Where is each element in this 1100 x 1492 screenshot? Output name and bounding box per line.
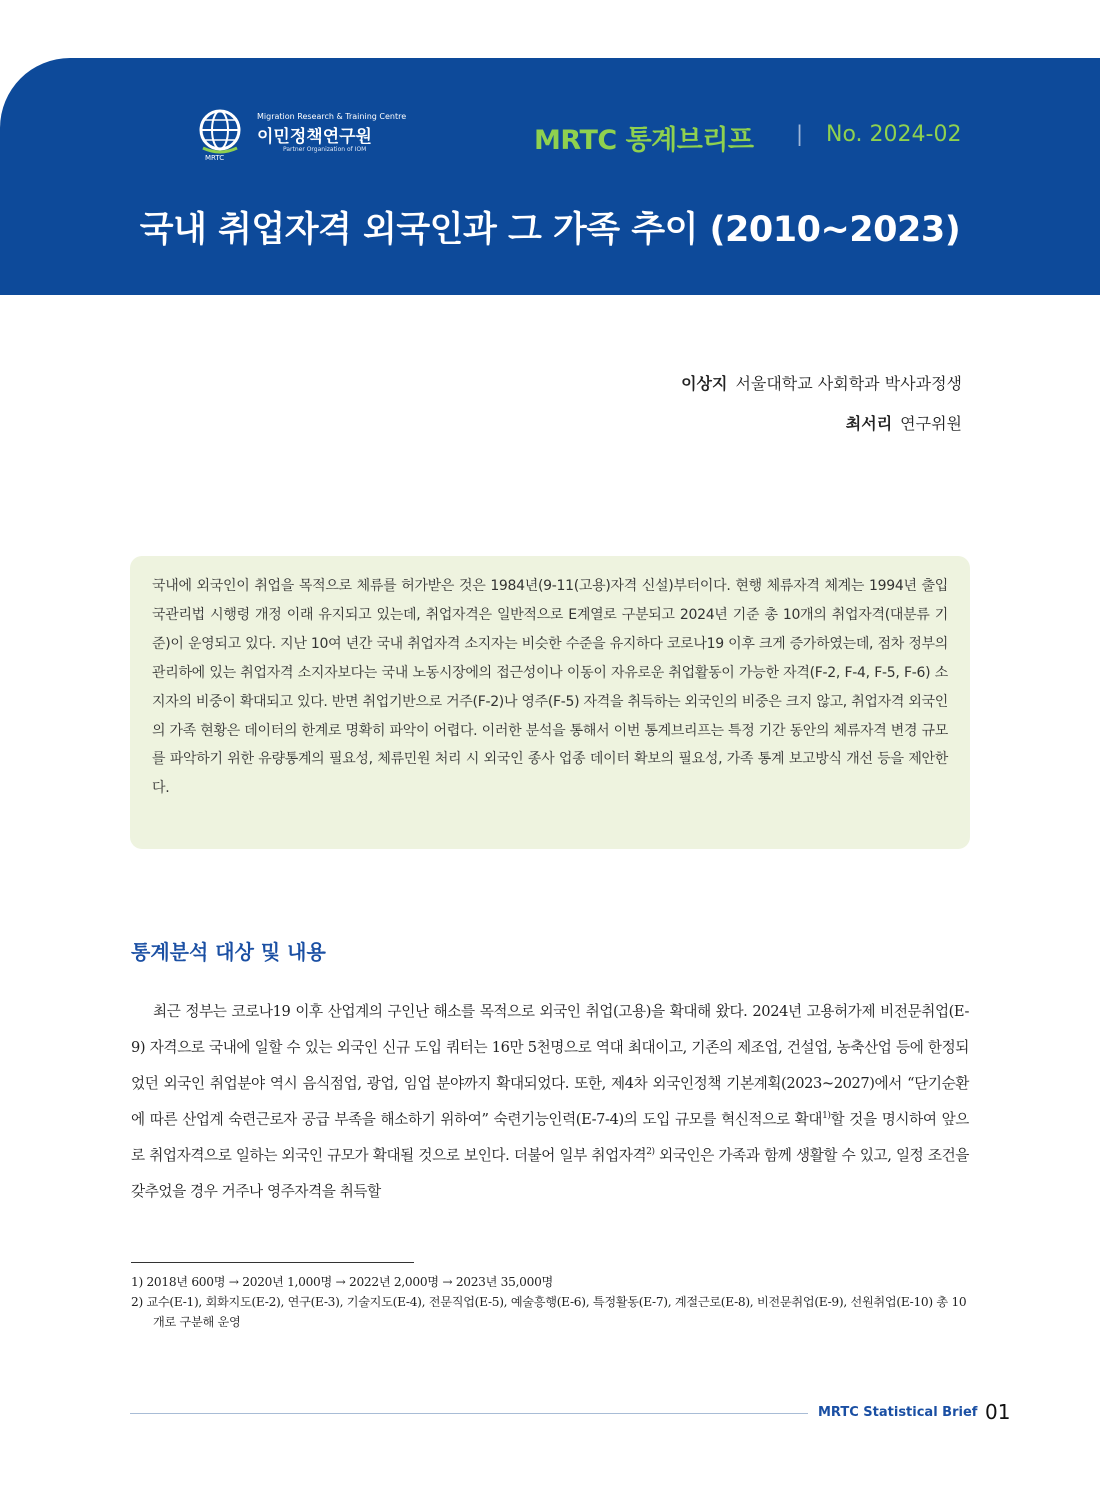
brief-separator: | [796, 122, 804, 146]
footer-divider [130, 1413, 808, 1414]
page-number: 01 [985, 1400, 1011, 1424]
footnote-ref[interactable]: 2) [646, 1147, 655, 1158]
header-banner [0, 58, 1100, 295]
footnotes [131, 1272, 971, 1332]
mrtc-logo [195, 108, 435, 166]
logo-abbreviation: MRTC [205, 154, 225, 162]
footnote-item: 2) 교수(E-1), 회화지도(E-2), 연구(E-3), 기술지도(E-4), 전문직업(E-5), 예술흥행(E-6), 특정활동(E-7), 계절근로(E-8), 비전문취업(E-9), 선원취업(E-10) 총 10개로 구분해 운영 [131, 1295, 967, 1329]
body-text-part: 할 것을 명시하여 앞으로 취업자격으로 일하는 외국인 규모가 확대될 것으로 보인다. 더불어 일부 취업자격 [131, 1111, 969, 1164]
logo-korean-name: 이민정책연구원 [257, 127, 372, 147]
body-paragraph [131, 994, 969, 1210]
issue-number: No. 2024-02 [826, 122, 962, 147]
author-name: 이상지 [681, 374, 728, 393]
section-title: 통계분석 대상 및 내용 [131, 940, 326, 964]
page-title: 국내 취업자격 외국인과 그 가족 추이 (2010~2023) [139, 210, 961, 250]
author-affiliation: 서울대학교 사회학과 박사과정생 [735, 374, 962, 393]
author-affiliation: 연구위원 [900, 414, 962, 433]
footnote-ref[interactable]: 1) [822, 1111, 831, 1122]
abstract-box [130, 556, 970, 849]
footnote-item: 1) 2018년 600명 → 2020년 1,000명 → 2022년 2,000명 → 2023년 35,000명 [131, 1275, 553, 1289]
body-text-part: 외국인은 가족과 함께 생활할 수 있고, 일정 조건을 갖추었을 경우 거주나 영주자격을 취득할 [131, 1147, 969, 1200]
author-line-2 [846, 411, 962, 434]
abstract-text: 국내에 외국인이 취업을 목적으로 체류를 허가받은 것은 1984년(9-11(고용)자격 신설)부터이다. 현행 체류자격 체계는 1994년 출입국관리법 시행령 개정 이래 유지되고 있는데, 취업자격은 일반적으로 E계열로 구분되고 2024년 기준 총 10개의 취업자격(대분류 기준)이 운영되고 있다. 지난 10여 년간 국내 취업자격 소지자는 비슷한 수준을 유지하다 코로나19 이후 크게 증가하였는데, 점차 정부의 관리하에 있는 취업자격 소지자보다는 국내 노동시장에의 접근성이나 이동이 자유로운 취업활동이 가능한 자격(F-2, F-4, F-5, F-6) 소지자의 비중이 확대되고 있다. 반면 취업기반으로 거주(F-2)나 영주(F-5) 자격을 취득하는 외국인의 비중은 크지 않고, 취업자격 외국인의 가족 현황은 데이터의 한계로 명확히 파악이 어렵다. 이러한 분석을 통해서 이번 통계브리프는 특정 기간 동안의 체류자격 변경 규모를 파악하기 위한 유량통계의 필요성, 체류민원 처리 시 외국인 종사 업종 데이터 확보의 필요성, 가족 통계 보고방식 개선 등을 제안한다. [152, 578, 948, 797]
footnote-divider [131, 1262, 414, 1263]
logo-english-name: Migration Research & Training Centre [257, 112, 407, 121]
author-line-1 [681, 371, 962, 394]
author-name: 최서리 [845, 414, 893, 433]
brief-label: MRTC 통계브리프 [534, 125, 754, 156]
body-text-part: 최근 정부는 코로나19 이후 산업계의 구인난 해소를 목적으로 외국인 취업(고용)을 확대해 왔다. 2024년 고용허가제 비전문취업(E-9) 자격으로 국내에 일할 수 있는 외국인 신규 도입 쿼터는 16만 5천명으로 역대 최대이고, 기존의 제조업, 건설업, 농축산업 등에 한정되었던 외국인 취업분야 역시 음식점업, 광업, 임업 분야까지 확대되었다. 또한, 제4차 외국인정책 기본계획(2023~2027)에서 “단기순환에 따른 산업계 숙련근로자 공급 부족을 해소하기 위하여” 숙련기능인력(E-7-4)의 도입 규모를 혁신적으로 확대 [131, 1003, 969, 1128]
logo-partner-text: Partner Organization of IOM [283, 146, 367, 153]
footer-brand: MRTC Statistical Brief [818, 1405, 978, 1420]
